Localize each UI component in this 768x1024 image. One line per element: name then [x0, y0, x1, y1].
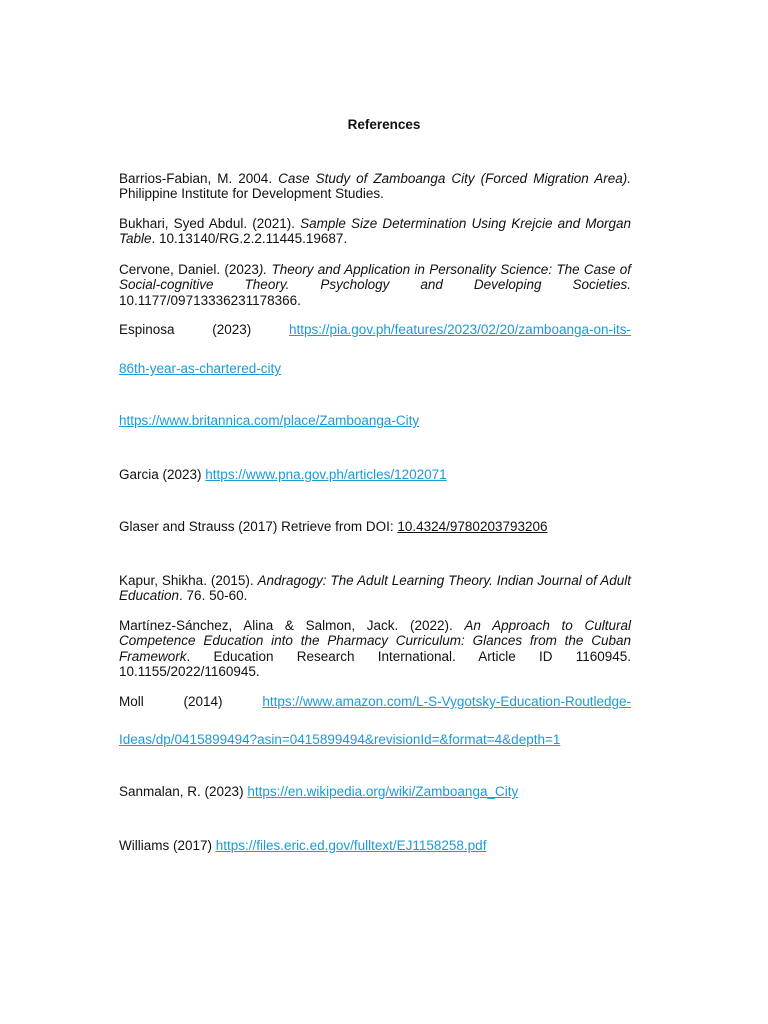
reference-sanmalan — [119, 784, 518, 799]
reference-title: Case Study of Zamboanga City (Forced Migration Area). — [278, 171, 631, 186]
reference-year: (2014) — [183, 694, 223, 709]
reference-author: Cervone, Daniel. (2023 — [119, 262, 259, 277]
glaser-doi-link[interactable]: 10.4324/9780203793206 — [397, 519, 548, 534]
britannica-link[interactable]: https://www.britannica.com/place/Zamboanga-City — [119, 413, 420, 428]
moll-link[interactable]: https://www.amazon.com/L-S-Vygotsky-Education-Routledge- — [262, 694, 631, 709]
reference-williams — [119, 838, 486, 853]
reference-author: Williams (2017) — [119, 838, 216, 853]
reference-author: Espinosa — [119, 322, 175, 337]
reference-britannica — [119, 413, 419, 428]
reference-author: Barrios-Fabian, M. 2004. — [119, 171, 279, 186]
sanmalan-link[interactable]: https://en.wikipedia.org/wiki/Zamboanga_City — [247, 784, 519, 799]
reference-kapur — [119, 573, 631, 604]
reference-year: (2023) — [212, 322, 252, 337]
reference-doi: 10.1177/09713336231178366. — [119, 292, 301, 308]
reference-author: Martínez-Sánchez, Alina & Salmon, Jack. (2022). — [119, 618, 465, 633]
espinosa-link-continued[interactable]: 86th-year-as-chartered-city — [119, 361, 282, 376]
moll-link-continued[interactable]: Ideas/dp/0415899494?asin=0415899494&revisionId=&format=4&depth=1 — [119, 732, 561, 747]
espinosa-link[interactable]: https://pia.gov.ph/features/2023/02/20/zamboanga-on-its- — [289, 322, 631, 337]
reference-glaser — [119, 519, 548, 534]
reference-espinosa — [119, 322, 631, 337]
reference-cervone — [119, 262, 631, 308]
reference-author: Moll — [119, 694, 144, 709]
reference-title: Andragogy: The Adult Learning Theory. Indian Journal of Adult Education — [119, 573, 632, 604]
reference-title: Sample Size Determination Using Krejcie and Morgan Table — [119, 216, 632, 247]
reference-garcia — [119, 467, 447, 482]
reference-title: ). Theory and Application in Personality Science: The Case of Social-cognitive Theory. Psychology and Developing Societies. — [119, 262, 631, 293]
reference-moll-continued — [119, 732, 560, 747]
reference-doi: . Education Research International. Article ID 1160945. 10.1155/2022/1160945. — [119, 648, 631, 679]
reference-espinosa-continued — [119, 361, 281, 376]
reference-martinez-sanchez — [119, 618, 631, 679]
reference-doi: . 10.13140/RG.2.2.11445.19687. — [151, 231, 348, 247]
page-title: References — [347, 117, 421, 132]
reference-line — [119, 322, 631, 337]
reference-line — [119, 694, 631, 709]
reference-author: Sanmalan, R. (2023) — [119, 784, 248, 799]
reference-pages: . 76. 50-60. — [179, 588, 248, 604]
reference-bukhari — [119, 216, 631, 247]
reference-barrios-fabian — [119, 171, 631, 202]
reference-author: Kapur, Shikha. (2015). — [119, 573, 258, 588]
reference-author: Glaser and Strauss (2017) Retrieve from DOI: — [119, 519, 398, 534]
reference-publisher: Philippine Institute for Development Studies. — [119, 186, 384, 202]
williams-link[interactable]: https://files.eric.ed.gov/fulltext/EJ1158258.pdf — [215, 838, 487, 853]
reference-moll — [119, 694, 631, 709]
reference-title: An Approach to Cultural Competence Education into the Pharmacy Curriculum: Glances from the Cuban Framework — [119, 618, 631, 664]
reference-author: Garcia (2023) — [119, 467, 206, 482]
reference-author: Bukhari, Syed Abdul. (2021). — [119, 216, 301, 231]
garcia-link[interactable]: https://www.pna.gov.ph/articles/1202071 — [205, 467, 447, 482]
